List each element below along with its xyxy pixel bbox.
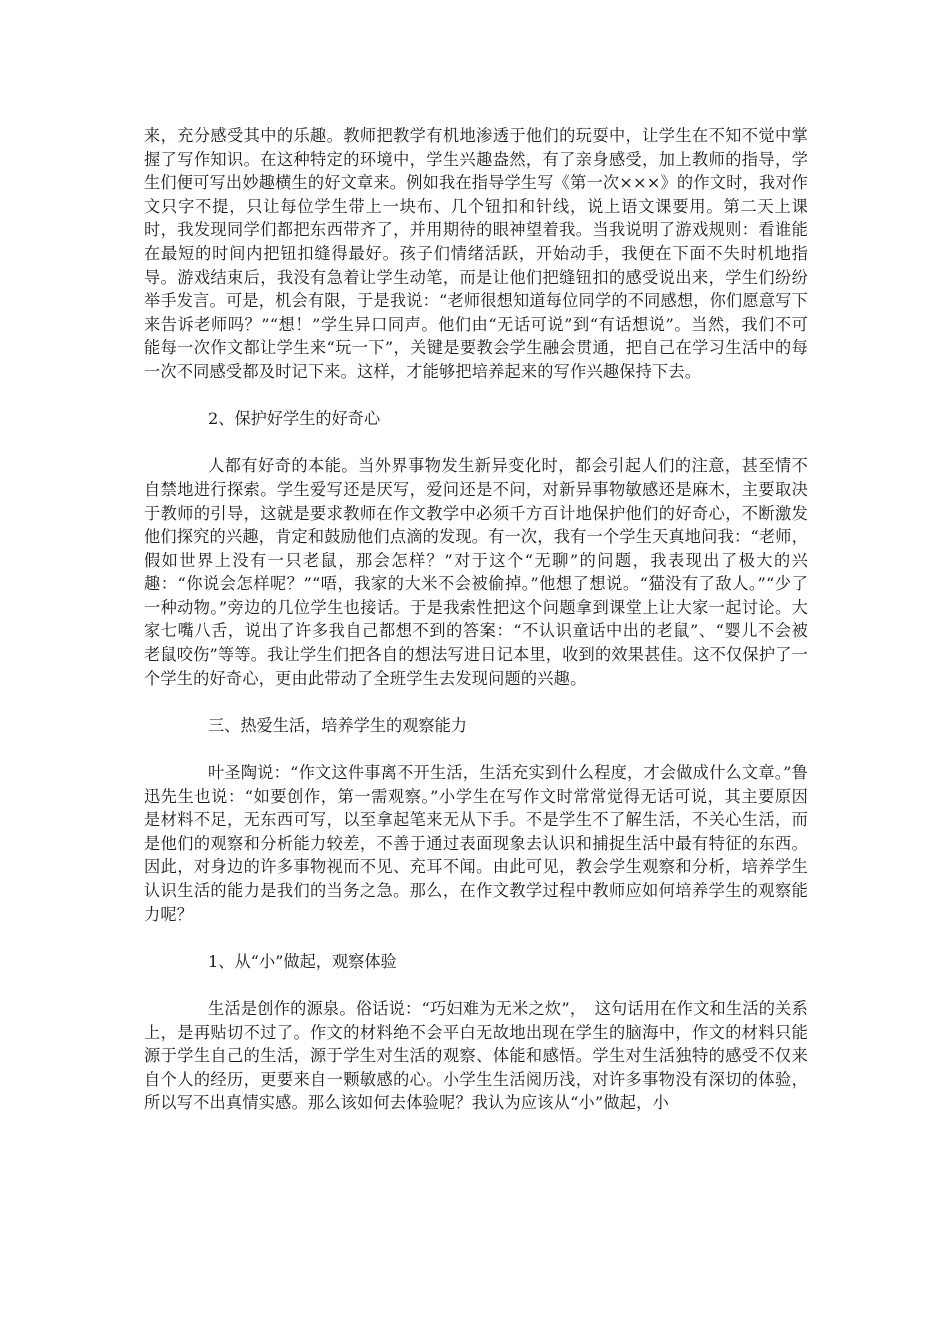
spacer — [144, 690, 808, 714]
spacer — [144, 926, 808, 950]
section-heading-4: 1、从“小”做起，观察体验 — [208, 951, 397, 971]
paragraph-1: 来，充分感受其中的乐趣。教师把教学有机地渗透于他们的玩耍中，让学生在不知不觉中掌握了写作知识。在这种特定的环境中，学生兴趣盎然，有了亲身感受，加上教师的指导，学生们便可写出妙趣横生的好文章来。例如我在指导学生写《第一次×××》的作文时，我对作文只字不提，只让每位学生带上一块布、几个钮扣和针线，说上语文课要用。第二天上课时，我发现同学们都把东西带齐了，并用期待的眼神望着我。当我说明了游戏规则：看谁能在最短的时间内把钮扣缝得最好。孩子们情绪活跃，开始动手，我便在下面不失时机地指导。游戏结束后，我没有急着让学生动笔，而是让他们把缝钮扣的感受说出来，学生们纷纷举手发言。可是，机会有限，于是我说：“老师很想知道每位同学的不同感想，你们愿意写下来告诉老师吗？”“想！”学生异口同声。他们由“无话可说”到“有话想说”。当然，我们不可能每一次作文都让学生来“玩一下”，关键是要教会学生融会贯通，把自己在学习生活中的每一次不同感受都及时记下来。这样，才能够把培养起来的写作兴趣保持下去。 — [144, 126, 809, 381]
spacer — [144, 973, 808, 997]
paragraph-2: 人都有好奇的本能。当外界事物发生新异变化时，都会引起人们的注意，甚至情不自禁地进行探索。学生爱写还是厌写，爱问还是不问，对新异事物敏感还是麻木，主要取决于教师的引导，这就是要求教师在作文教学中必须千方百计地保护他们的好奇心，不断激发他们探究的兴趣，肯定和鼓励他们点滴的发现。有一次，我有一个学生天真地问我：“老师，假如世界上没有一只老鼠，那会怎样？”对于这个“无聊”的问题，我表现出了极大的兴趣：“你说会怎样呢？”“唔，我家的大米不会被偷掉。”他想了想说。“猫没有了敌人。”“少了一种动物。”旁边的几位学生也接话。于是我索性把这个问题拿到课堂上让大家一起讨论。大家七嘴八舌，说出了许多我自己都想不到的答案：“不认识童话中出的老鼠”、“婴儿不会被老鼠咬伤”等等。我让学生们把各自的想法写进日记本里，收到的效果甚佳。这不仅保护了一个学生的好奇心，更由此带动了全班学生去发现问题的兴趣。 — [144, 456, 808, 688]
spacer — [144, 737, 808, 761]
spacer — [144, 431, 808, 455]
section-heading-2: 2、保护好学生的好奇心 — [208, 409, 381, 429]
paragraph-3: 叶圣陶说：“作文这件事离不开生活，生活充实到什么程度，才会做成什么文章。”鲁迅先生也说：“如要创作，第一需观察。”小学生在写作文时常常觉得无话可说，其主要原因是材料不足，无东西可写，以至拿起笔来无从下手。不是学生不了解生活，不关心生活，而是他们的观察和分析能力较差，不善于通过表面现象去认识和捕捉生活中最有特征的东西。因此，对身边的许多事物视而不见、充耳不闻。由此可见，教会学生观察和分析，培养学生认识生活的能力是我们的当务之急。那么，在作文教学过程中教师应如何培养学生的观察能力呢？ — [144, 763, 808, 924]
paragraph-4: 生活是创作的源泉。俗话说：“巧妇难为无米之炊”， 这句话用在作文和生活的关系上，是再贴切不过了。作文的材料绝不会平白无故地出现在学生的脑海中，作文的材料只能源于学生自己的生活，源于学生对生活的观察、体能和感悟。学生对生活独特的感受不仅来自个人的经历，更要来自一颗敏感的心。小学生生活阅历浅，对许多事物没有深切的体验，所以写不出真情实感。那么该如何去体验呢？我认为应该从“小”做起，小 — [144, 998, 808, 1113]
section-heading-3: 三、热爱生活，培养学生的观察能力 — [208, 715, 467, 735]
spacer — [144, 384, 808, 408]
